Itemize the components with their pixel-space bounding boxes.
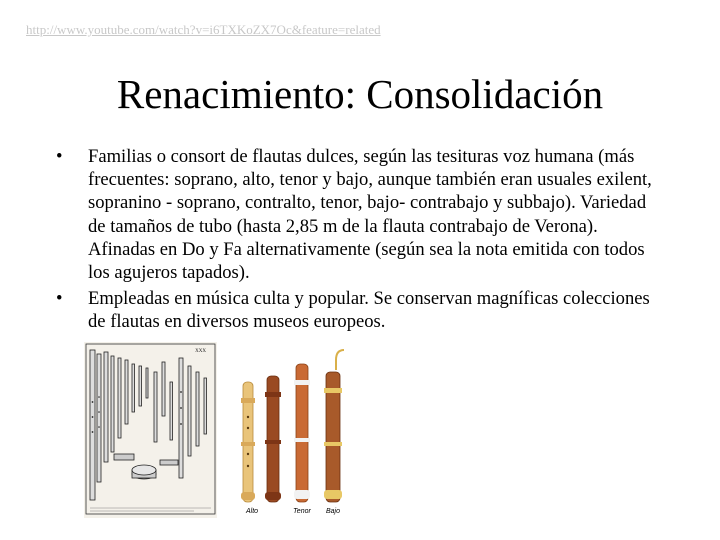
youtube-link[interactable]: http://www.youtube.com/watch?v=i6TXKoZX7Oc&feature=related xyxy=(26,22,381,37)
bullet-item xyxy=(56,287,666,333)
tenor-recorder xyxy=(294,364,310,502)
label-alto: Alto xyxy=(245,508,259,515)
recorders-photo xyxy=(234,342,356,518)
bullet-list xyxy=(56,145,666,337)
soprano-recorder xyxy=(265,376,281,502)
bullet-item xyxy=(56,145,666,284)
plate-page-number: XXX xyxy=(195,349,206,354)
bullet-dot: • xyxy=(56,146,63,167)
recorder-engraving-image xyxy=(84,342,217,518)
label-tenor: Tenor xyxy=(293,508,311,515)
bullet-dot: • xyxy=(56,288,63,310)
slide-title: Renacimiento: Consolidación xyxy=(116,71,604,117)
label-bajo: Bajo xyxy=(325,508,341,515)
bullet-text: Empleadas en música culta y popular. Se conservan magníficas colecciones de flautas en diversos museos europeos. xyxy=(88,288,650,333)
alto-recorder xyxy=(241,382,255,502)
bullet-text: Familias o consort de flautas dulces, según las tesituras voz humana (más frecuentes: soprano, alto, tenor y bajo, aunque también eran usuales exilent, sopranino - soprano, contralto, tenor, bajo- contrabajo y subbajo). Variedad de tamaños de tubo (hasta 2,85 m de la flauta contrabajo de Verona). Afinadas en Do y Fa alternativamente (según sea la nota emitida con todos los agujeros tapados). xyxy=(88,146,652,284)
